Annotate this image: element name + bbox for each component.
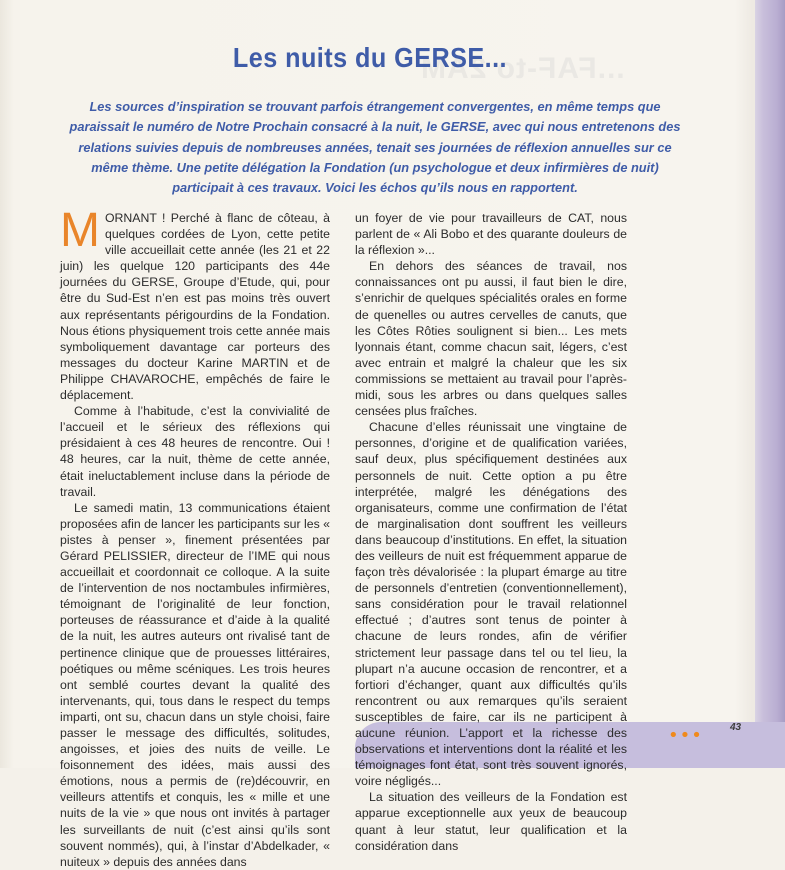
paragraph xyxy=(60,204,330,403)
dropcap: M xyxy=(60,204,100,257)
text-column-2 xyxy=(355,210,627,853)
paragraph: Comme à l’habitude, c’est la convivialité de l’accueil et le sérieux des réflexions qui présidaient à ces 48 heures de rencontre. Oui ! 48 heures, car la nuit, thème de cette année, était ineluctablement incluse dans la période de travail. xyxy=(60,404,330,499)
paragraph: Chacune d’elles réunissait une vingtaine de personnes, d’origine et de qualification variées, sauf deux, plus spécifiquement destinées aux personnels de nuit. Cette option a pu être interprétée, malgré les dénégations des organisateurs, comme une confirmation de l’état de marginalisation dont souffrent les veilleurs dans beaucoup d’institutions. En effet, la situation des veilleurs de nuit est fréquemment apparue de façon très dévalorisée : la plupart émarge au titre de personnels d’entretien (conventionnellement), sans considération pour le travail relationnel effectué ; d’autres sont tenus de pointer à chacune de leurs rondes, afin de vérifier strictement leur passage dans tel ou tel lieu, la plupart n’a aucune occasion de rencontrer, et a fortiori d’échanger, quant aux difficultés qu’ils rencontrent ou aux remarques qu’ils seraient susceptibles de faire, car ils ne participent à aucune réunion. L’apport et la richesse des observations et interventions dont la réalité et les témoignages font état, sont très souvent ignorés, voire négligés... xyxy=(355,420,627,789)
paragraph: un foyer de vie pour travailleurs de CAT, nous parlent de « Ali Bobo et des quarante douleurs de la réflexion »... xyxy=(355,211,627,258)
paragraph: La situation des veilleurs de la Fondation est apparue exceptionnelle aux yeux de beaucoup quant à leur statut, leur qualification et la considération dans xyxy=(355,790,627,853)
paragraph: En dehors des séances de travail, nos connaissances ont pu aussi, il faut bien le dire, s’enrichir de quelques spécialités orales en forme de quenelles ou autres cervelles de canuts, que les Côtes Rôties soulignent si bien... Les mets lyonnais étant, comme chacun sait, légers, c’est avec entrain et malgré la chaleur que les six commissions se mettaient au travail pour l’après-midi, sous les arbres ou dans quelques salles censées plus fraîches. xyxy=(355,259,627,419)
paragraph: Le samedi matin, 13 communications étaient proposées afin de lancer les participants sur les « pistes à penser », finement présentées par Gérard PELISSIER, directeur de l’IME qui nous accueillait et coordonnait ce colloque. A la suite de l’intervention de nos noctambules infirmières, témoignant de l’originalité de leur fonction, porteuses de réassurance et d’aide à la qualité de la nuit, les autres auteurs ont rivalisé tant de pertinence clinique que de prouesses littéraires, poétiques ou même scéniques. Les trois heures ont semblé courtes devant la qualité des intervenants, qui, tous dans le respect du temps imparti, ont su, chacun dans un style choisi, faire passer le message des difficultés, solitudes, angoisses, et joies des nuits de veille. Le foisonnement des idées, mais aussi des émotions, nous a permis de (re)découvrir, en veilleurs attentifs et conquis, les « mille et une nuits de la vie » que nous ont invités à partager les surveillants de nuit (c’est ainsi qu’ils sont souvent nommés), qui, à l’instar d’Abdelkader, « nuiteux » depuis des années dans xyxy=(60,500,330,869)
paragraph-text: ORNANT ! Perché à flanc de côteau, à quelques cordées de Lyon, cette petite ville accueillait cette année (les 21 et 22 juin) les quelque 120 participants des 44e journées du GERSE, Groupe d’Etude, qui, pour être du Sud-Est n’en est pas moins très ouvert aux représentants périgourdins de la Fondation. Nous étions physiquement trois cette année mais symboliquement davantage car porteurs des messages du docteur Karine MARTIN et de Philippe CHAVAROCHE, empêchés de faire le déplacement. xyxy=(60,211,330,403)
page-number: 43 xyxy=(730,722,742,733)
bleed-through-text: ...FAF-to 2AM xyxy=(420,52,625,85)
decorative-dots: ••• xyxy=(668,725,703,746)
article-intro: Les sources d’inspiration se trouvant parfois étrangement convergentes, en même temps que paraissait le numéro de Notre Prochain consacré à la nuit, le GERSE, avec qui nous entretenons des relations suivies depuis de nombreuses années, tenait ses journées de réflexion annuelles sur ce même thème. Une petite délégation la Fondation (un psychologue et deux infirmières de nuit) participait à ces travaux. Voici les échos qu’ils nous en rapportent. xyxy=(69,99,681,196)
right-edge-band xyxy=(755,0,785,768)
article-title: Les nuits du GERSE... xyxy=(232,42,507,73)
text-column-1 xyxy=(60,204,330,869)
